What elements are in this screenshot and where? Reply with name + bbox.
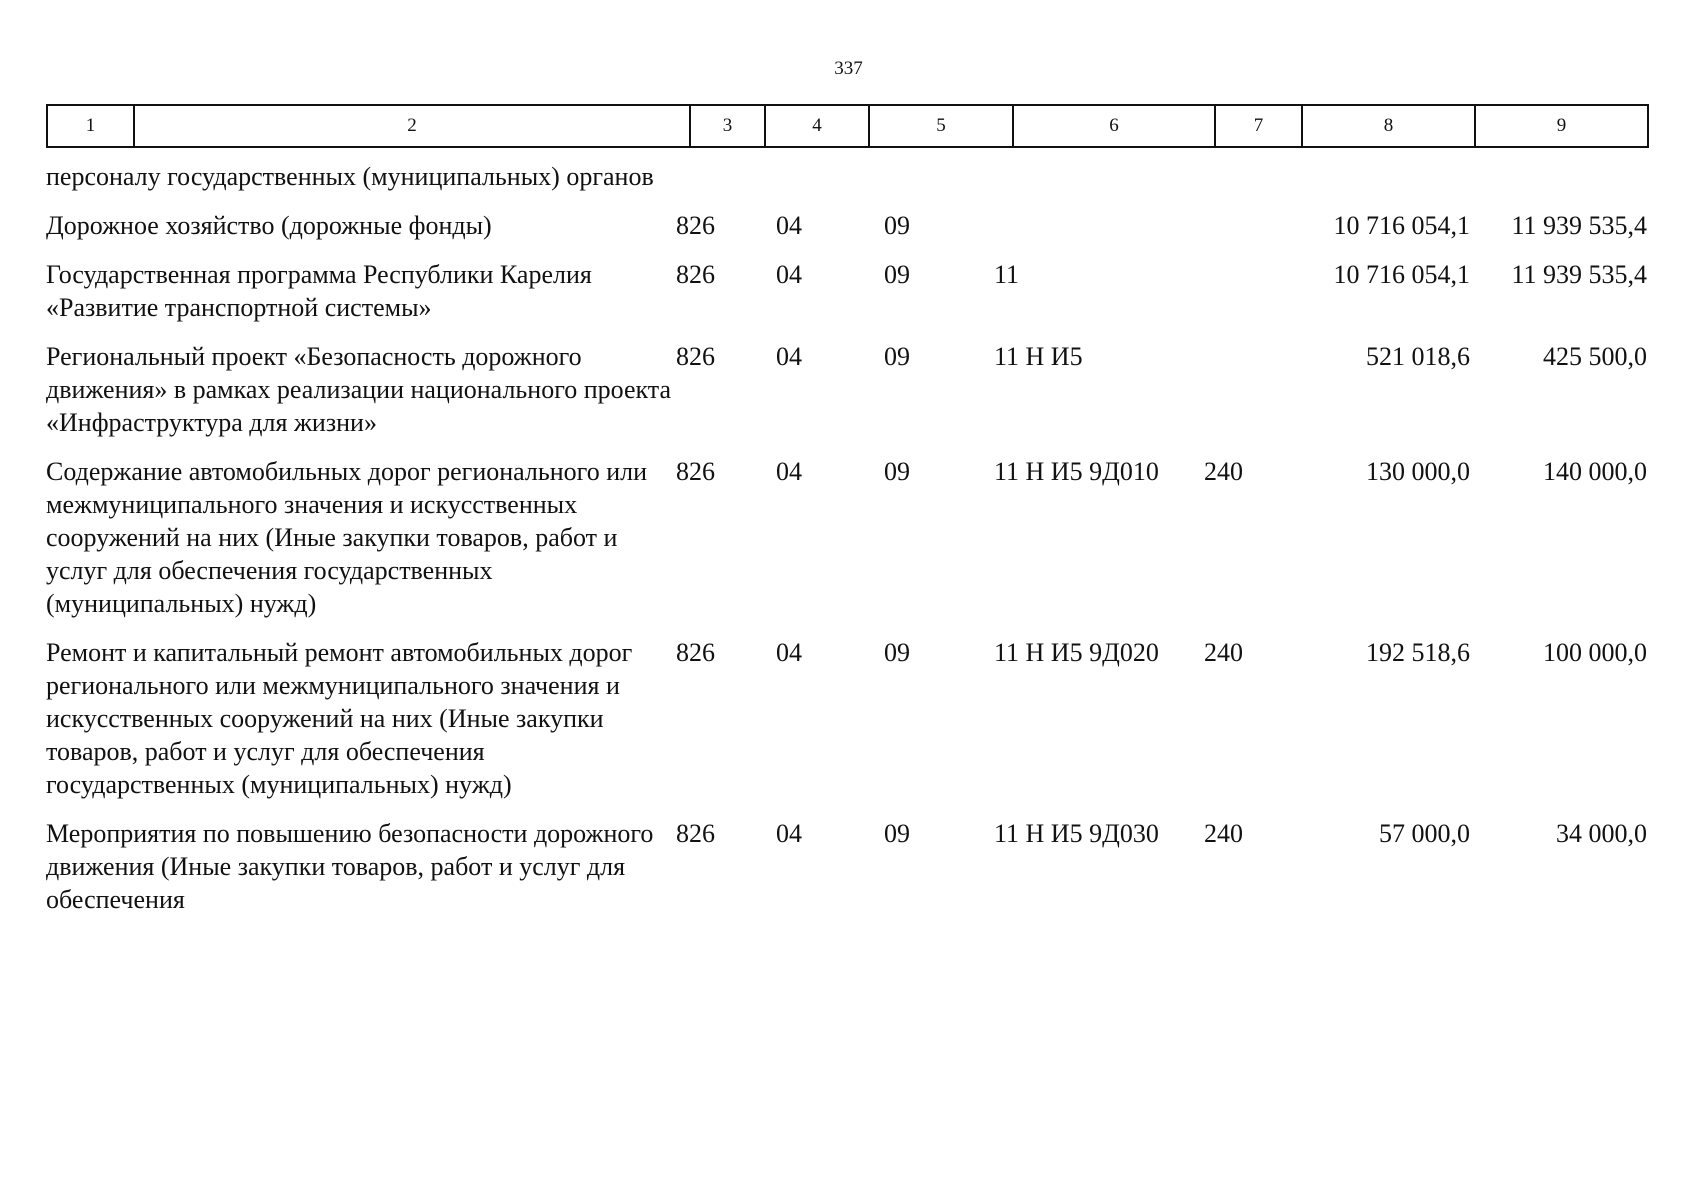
table-row: [46, 817, 1647, 932]
row-col4: 04: [776, 260, 802, 289]
page-number: 337: [834, 58, 863, 79]
row-col7: 240: [1204, 819, 1243, 848]
row-col8: 10 716 054,1: [1333, 260, 1470, 289]
row-col9: 425 500,0: [1543, 342, 1647, 371]
row-col6: 11 Н И5: [994, 342, 1083, 371]
row-col3: 826: [676, 457, 715, 486]
row-col7: [1204, 209, 1290, 258]
table-row: [46, 148, 1647, 209]
budget-table: [46, 148, 1647, 932]
row-col5: 09: [884, 457, 910, 486]
row-col8: 10 716 054,1: [1333, 211, 1470, 240]
row-col4: 04: [776, 819, 802, 848]
row-col6: 11 Н И5 9Д030: [994, 819, 1159, 848]
row-col9: 11 939 535,4: [1511, 211, 1647, 240]
row-name: Дорожное хозяйство (дорожные фонды): [46, 211, 492, 240]
row-col9: 11 939 535,4: [1511, 260, 1647, 289]
table-row: [46, 636, 1647, 817]
row-col3: [676, 148, 776, 209]
column-number-9: 9: [1475, 105, 1648, 147]
row-col4: 04: [776, 638, 802, 667]
row-col6: 11 Н И5 9Д010: [994, 457, 1159, 486]
column-number-6: 6: [1013, 105, 1215, 147]
row-col4: [776, 148, 884, 209]
row-name: Содержание автомобильных дорог регионального или межмуниципального значения и искусственных сооружений на них (Иные закупки товаров, работ и услуг для обеспечения государственных (муниципальных) нужд): [46, 457, 647, 618]
row-col8: [1290, 148, 1470, 209]
row-col3: 826: [676, 819, 715, 848]
row-name: Региональный проект «Безопасность дорожного движения» в рамках реализации национального проекта «Инфраструктура для жизни»: [46, 342, 671, 437]
row-col8: 192 518,6: [1366, 638, 1470, 667]
table-row: [46, 209, 1647, 258]
row-name: Мероприятия по повышению безопасности дорожного движения (Иные закупки товаров, работ и услуг для обеспечения: [46, 819, 654, 914]
row-name: Ремонт и капитальный ремонт автомобильных дорог регионального или межмуниципального значения и искусственных сооружений на них (Иные закупки товаров, работ и услуг для обеспечения государственных (муниципальных) нужд): [46, 638, 633, 799]
row-col3: 826: [676, 260, 715, 289]
row-col6: 11 Н И5 9Д020: [994, 638, 1159, 667]
row-name: персоналу государственных (муниципальных) органов: [46, 162, 654, 191]
row-name: Государственная программа Республики Карелия «Развитие транспортной системы»: [46, 260, 592, 322]
row-col4: 04: [776, 211, 802, 240]
row-col7: 240: [1204, 457, 1243, 486]
row-col9: 140 000,0: [1543, 457, 1647, 486]
row-col5: 09: [884, 342, 910, 371]
row-col8: 130 000,0: [1366, 457, 1470, 486]
row-col3: 826: [676, 211, 715, 240]
row-col5: 09: [884, 211, 910, 240]
row-col9: 34 000,0: [1556, 819, 1647, 848]
table-header: [46, 104, 1649, 148]
column-number-7: 7: [1215, 105, 1302, 147]
row-col9: 100 000,0: [1543, 638, 1647, 667]
row-col4: 04: [776, 457, 802, 486]
row-col7: [1204, 148, 1290, 209]
row-col5: [884, 148, 994, 209]
column-number-2: 2: [134, 105, 690, 147]
row-col7: [1204, 340, 1290, 455]
row-col7: 240: [1204, 638, 1243, 667]
row-col8: 57 000,0: [1379, 819, 1470, 848]
column-number-3: 3: [690, 105, 765, 147]
column-number-4: 4: [765, 105, 869, 147]
table-row: [46, 340, 1647, 455]
row-col6: [994, 209, 1204, 258]
row-col5: 09: [884, 260, 910, 289]
column-number-1: 1: [47, 105, 134, 147]
row-col5: 09: [884, 819, 910, 848]
column-number-8: 8: [1302, 105, 1475, 147]
column-number-5: 5: [869, 105, 1013, 147]
row-col9: [1470, 148, 1647, 209]
row-col8: 521 018,6: [1366, 342, 1470, 371]
row-col3: 826: [676, 342, 715, 371]
row-col6: 11: [994, 260, 1020, 289]
row-col7: [1204, 258, 1290, 340]
row-col4: 04: [776, 342, 802, 371]
row-col6: [994, 148, 1204, 209]
row-col5: 09: [884, 638, 910, 667]
table-row: [46, 455, 1647, 636]
table-row: [46, 258, 1647, 340]
row-col3: 826: [676, 638, 715, 667]
